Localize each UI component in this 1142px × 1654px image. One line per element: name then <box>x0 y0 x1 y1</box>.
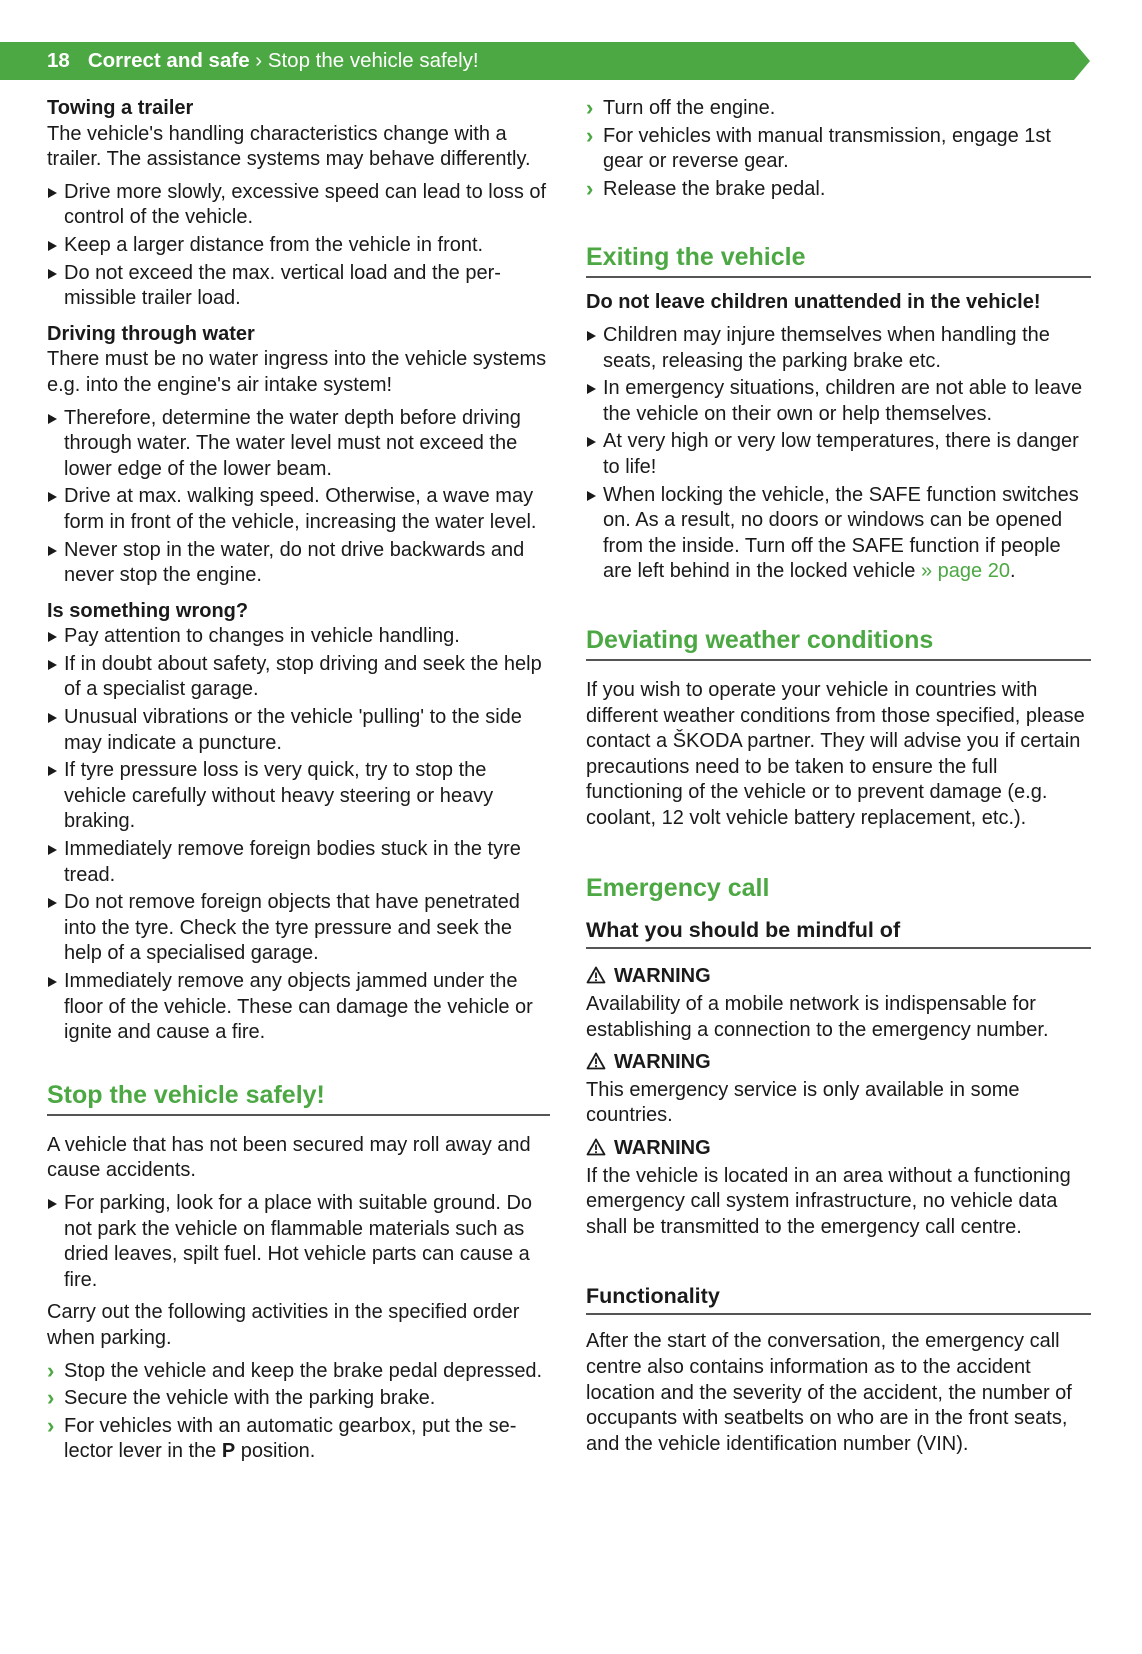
step-text: For vehicles with an automatic gearbox, put the selector lever in the <box>64 1414 517 1463</box>
list-item: Unusual vibrations or the vehicle 'pulling' to the side may indicate a puncture. <box>47 705 550 756</box>
towing-intro: The vehicle's handling characteristics change with a trailer. The assistance systems may behave differently. <box>47 122 531 171</box>
header-separator: › <box>249 49 268 72</box>
functionality-section <box>586 1282 1091 1457</box>
water-title: Driving through water <box>47 322 255 345</box>
list-item: Do not exceed the max. vertical load and the permissible trailer load. <box>47 261 550 312</box>
header-text <box>47 42 479 80</box>
list-item: At very high or very low temperatures, there is danger to life! <box>586 429 1091 480</box>
exiting-section <box>586 242 1091 585</box>
exiting-heading: Exiting the vehicle <box>586 242 1091 278</box>
warning-label: WARNING <box>614 1051 711 1074</box>
warning-text: This emergency service is only available in some countries. <box>586 1078 1020 1127</box>
list-item: Never stop in the water, do not drive backwards and never stop the engine. <box>47 538 550 589</box>
warning-title <box>586 1050 1091 1078</box>
step-item: › For vehicles with manual transmission, engage 1st gear or reverse gear. <box>586 124 1091 175</box>
exiting-subtitle: Do not leave children unattended in the vehicle! <box>586 291 1041 314</box>
stop-steps <box>47 1359 550 1465</box>
warning-label: WARNING <box>614 1137 711 1160</box>
safe-text: When locking the vehicle, the SAFE function switches on. As a result, no doors or windows can be opened from the inside. Turn off the SAFE function if people are left behind in the locked vehicle <box>603 483 1079 583</box>
wrong-section <box>47 599 550 1046</box>
warning-box <box>586 1050 1091 1129</box>
list-item: Drive more slowly, excessive speed can lead to loss of control of the vehicle. <box>47 180 550 231</box>
exiting-list <box>586 323 1091 585</box>
stop-order-text: Carry out the following activities in the specified order when parking. <box>47 1301 520 1349</box>
warning-triangle-icon <box>586 966 606 992</box>
towing-section <box>47 96 550 312</box>
stop-section <box>47 1080 550 1465</box>
list-item <box>586 483 1091 585</box>
step-item: › Stop the vehicle and keep the brake pedal depressed. <box>47 1359 550 1385</box>
page-number: 18 <box>47 49 70 72</box>
step-item: › Turn off the engine. <box>586 96 1091 122</box>
warning-title <box>586 1136 1091 1164</box>
step-item: › Release the brake pedal. <box>586 177 1091 203</box>
gear-p-symbol: P <box>221 1440 236 1463</box>
water-section <box>47 322 550 589</box>
list-item: For parking, look for a place with suitable ground. Do not park the vehicle on flammable materials such as dried leaves, spilt fuel. Hot vehicle parts can cause a fire. <box>47 1191 550 1293</box>
list-item: Keep a larger distance from the vehicle in front. <box>47 233 550 259</box>
step-item: › Secure the vehicle with the parking brake. <box>47 1386 550 1412</box>
warning-triangle-icon <box>586 1138 606 1164</box>
page-20-link[interactable]: » page 20 <box>920 560 1010 583</box>
towing-list <box>47 180 550 312</box>
wrong-list <box>47 624 550 1046</box>
functionality-heading: Functionality <box>586 1282 1091 1315</box>
weather-heading: Deviating weather conditions <box>586 625 1091 661</box>
step-text-end: position. <box>235 1440 316 1463</box>
warning-text: If the vehicle is located in an area without a functioning emergency call system infrastructure, no vehicle data shall be transmitted to the emergency call centre. <box>586 1164 1071 1238</box>
right-column <box>586 96 1091 1457</box>
weather-text: If you wish to operate your vehicle in countries with different weather conditions from those specified, please contact a ŠKODA partner. They will advise you if certain precautions need to be taken to ensure the full functioning of the vehicle or to prevent damage (e.g. coolant, 12 volt vehicle battery replacement, etc.). <box>586 678 1085 829</box>
list-item: Pay attention to changes in vehicle handling. <box>47 624 550 650</box>
warning-triangle-icon <box>586 1052 606 1078</box>
warning-label: WARNING <box>614 965 711 988</box>
list-item: Drive at max. walking speed. Otherwise, a wave may form in front of the vehicle, increasing the water level. <box>47 484 550 535</box>
emergency-heading: Emergency call <box>586 874 770 903</box>
warning-text: Availability of a mobile network is indispensable for establishing a connection to the emergency number. <box>586 993 1049 1041</box>
emergency-section <box>586 873 1091 1240</box>
page-header <box>0 42 1090 80</box>
water-intro: There must be no water ingress into the vehicle systems e.g. into the engine's air intake system! <box>47 348 547 396</box>
stop-heading: Stop the vehicle safely! <box>47 1080 550 1116</box>
emergency-subheading: What you should be mindful of <box>586 916 1091 949</box>
warning-box <box>586 1136 1091 1240</box>
stop-intro: A vehicle that has not been secured may roll away and cause accidents. <box>47 1133 531 1182</box>
warning-title <box>586 964 1091 992</box>
stop-list <box>47 1191 550 1293</box>
list-item: In emergency situations, children are not able to leave the vehicle on their own or help themselves. <box>586 376 1091 427</box>
water-list <box>47 406 550 589</box>
towing-title: Towing a trailer <box>47 97 194 119</box>
header-subsection: Stop the vehicle safely! <box>267 49 479 72</box>
wrong-title: Is something wrong? <box>47 599 249 622</box>
list-item: Immediately remove any objects jammed under the floor of the vehicle. These can damage the vehicle or ignite and cause a fire. <box>47 969 550 1046</box>
parking-steps-continued <box>586 96 1091 202</box>
step-item <box>47 1414 550 1465</box>
list-item: Immediately remove foreign bodies stuck in the tyre tread. <box>47 837 550 888</box>
weather-section <box>586 625 1091 832</box>
list-item: Do not remove foreign objects that have penetrated into the tyre. Check the tyre pressure and seek the help of a specialised garage. <box>47 890 550 967</box>
functionality-text: After the start of the conversation, the emergency call centre also contains information as to the accident location and the severity of the accident, the number of occupants with seatbelts on who are in the front seats, and the vehicle identification number (VIN). <box>586 1330 1072 1455</box>
list-item: If tyre pressure loss is very quick, try to stop the vehicle carefully without heavy steering or heavy braking. <box>47 758 550 835</box>
left-column <box>47 96 550 1465</box>
list-item: Therefore, determine the water depth before driving through water. The water level must not exceed the lower edge of the lower beam. <box>47 406 550 483</box>
header-section: Correct and safe <box>87 49 250 72</box>
list-item: Children may injure themselves when handling the seats, releasing the parking brake etc. <box>586 323 1091 374</box>
list-item: If in doubt about safety, stop driving and seek the help of a specialist garage. <box>47 652 550 703</box>
safe-text-end: . <box>1009 560 1016 583</box>
warning-box <box>586 964 1091 1043</box>
